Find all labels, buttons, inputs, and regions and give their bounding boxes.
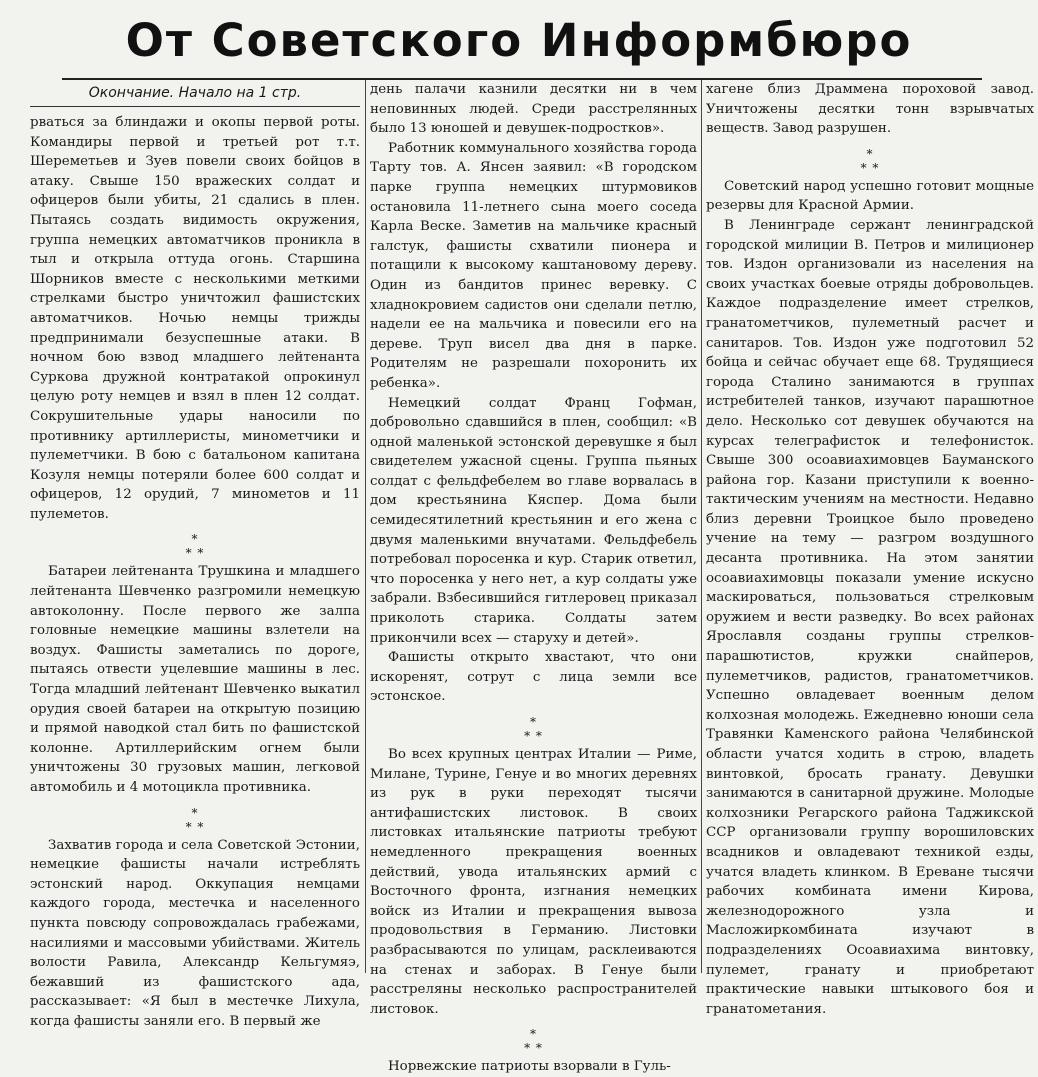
column-3 [706, 80, 1034, 1017]
section-separator: * * * [860, 146, 880, 175]
paragraph: день палачи казнили десятки ни в чем неповинных людей. Среди расстрелянных было 13 юношей и девушек-подростков». [370, 82, 697, 137]
paragraph: Советский народ успешно готовит мощные резервы для Красной Армии. [706, 178, 1034, 214]
paragraph: хагене близ Драммена пороховой завод. Уничтожены десятки тонн взрывчатых веществ. Завод разрушен. [706, 82, 1034, 137]
continuation-label: Окончание. Начало на 1 стр. [30, 80, 360, 107]
paragraph: Фашисты открыто хвастают, что они искоренят, сотрут с лица земли все эстонское. [370, 650, 697, 705]
section-separator: * * * [524, 1027, 543, 1056]
page-headline: От Советского Информбюро [125, 14, 913, 67]
section-separator: * * * [185, 805, 205, 834]
paragraph: Норвежские патриоты взорвали в Гуль- [388, 1059, 671, 1075]
column-divider [701, 80, 702, 973]
paragraph: Во всех крупных центрах Италии — Риме, Милане, Турине, Генуе и во многих деревнях из рук в руки переходят тысячи антифашистских листовок. В своих листовках итальянские патриоты требуют немедленного прекращения военных действий, увода итальянских армий с Восточного фронта, изгнания немецких войск из Италии и прекращения вывоза продовольствия в Германию. Листовки разбрасываются по улицам, расклеиваются на стенах и заборах. В Генуе были расстреляны несколько распространителей листовок. [370, 747, 697, 1017]
column-2 [370, 80, 697, 1075]
section-separator: * * * [185, 532, 205, 561]
paragraph: Батареи лейтенанта Трушкина и младшего лейтенанта Шевченко разгромили немецкую автоколонну. После первого же залпа головные немецкие машины взлетели на воздух. Фашисты заметались по дороге, пытаясь отвести уцелевшие машины в лес. Тогда младший лейтенант Шевченко выкатил орудия своей батареи на открытую позицию и прямой наводкой стал бить по фашистской колонне. Артиллерийским огнем были уничтожены 30 грузовых машин, легковой автомобиль и 4 мотоцикла противника. [30, 564, 360, 795]
paragraph: В Ленинграде сержант ленинградской городской милиции В. Петров и милиционер тов. Издон организовали из населения на своих участках боевые отряды добровольцев. Каждое подразделение имеет стрелков, гранатометчиков, пулеметный расчет и санитаров. Тов. Издон уже подготовил 52 бойца и сейчас обучает еще 68. Трудящиеся города Сталино занимаются в группах истребителей танков, изучают парашютное дело. Несколько сот девушек обучаются на курсах телеграфисток и телефонисток. Свыше 300 осоавиахимовцев Бауманского района гор. Казани приступили к военно-тактическим учениям на местности. Недавно близ деревни Троицкое было проведено учение на тему — разгром воздушного десанта противника. На этом занятии осоавиахимовцы показали умение искусно маскироваться, пользоваться стрелковым оружием и вести разведку. Во всех районах Ярославля созданы группы стрелков-парашютистов, кружки снайперов, пулеметчиков, радистов, гранатометчиков. Успешно овладевает военным делом колхозная молодежь. Ежедневно юноши села Травянки Каменского района Челябинской области учатся ходить в строю, владеть винтовкой, бросать гранату. Девушки занимаются в санитарной дружине. Молодые колхозники Регарского района Таджикской ССР организовали группу ворошиловских всадников и овладевают техникой езды, учатся владеть клинком. В Ереване тысячи рабочих комбината имени Кирова, железнодорожного узла и Масложиркомбината изучают в подразделениях Осоавиахима винтовку, пулемет, гранату и приобретают практические навыки штыкового боя и гранатометания. [706, 217, 1034, 1017]
paragraph: Работник коммунального хозяйства города Тарту тов. А. Янсен заявил: «В городском парке группа немецких штурмовиков остановила 11-летнего сына моего соседа Карла Веске. Заметив на мальчике красный галстук, фашисты схватили пионера и потащили к высокому каштановому дереву. Один из бандитов принес веревку. С хладнокровием садистов они сделали петлю, надели ее на мальчика и повесили его на дереве. Труп висел два дня в парке. Родителям не разрешали похоронить их ребенка». [370, 140, 697, 391]
column-divider [365, 80, 366, 973]
paragraph: рваться за блиндажи и окопы первой роты. Командиры первой и третьей рот т.т. Шереметьев и Зуев повели своих бойцов в атаку. Свыше 150 вражеских солдат и офицеров были убиты, 21 сдались в плен. Пытаясь создать видимость окружения, группа немецких автоматчиков проникла в тыл и открыла оттуда огонь. Старшина Шорников вместе с несколькими меткими стрелками быстро уничтожил фашистских автоматчиков. Ночью немцы трижды предпринимали безуспешные атаки. В ночном бою взвод младшего лейтенанта Суркова дружной контратакой опрокинул целую роту немцев и взял в плен 12 солдат. Сокрушительные удары наносили по противнику артиллеристы, минометчики и пулеметчики. В бою с батальоном капитана Козуля немцы потеряли более 600 солдат и офицеров, 12 орудий, 7 минометов и 11 пулеметов. [30, 115, 360, 522]
paragraph: Немецкий солдат Франц Гофман, добровольно сдавшийся в плен, сообщил: «В одной маленькой эстонской деревушке я был свидетелем ужасной сцены. Группа пьяных солдат с фельдфебелем во главе ворвалась в дом крестьянина Кяспер. Дома были семидесятилетний крестьянин и его жена с двумя маленькими внучатами. Фельдфебель потребовал поросенка и кур. Старик ответил, что поросенка у него нет, а кур солдаты уже забрали. Взбесившийся гитлеровец приказал приколоть старика. Солдаты затем прикончили всех — старуху и детей». [370, 395, 697, 646]
paragraph: Захватив города и села Советской Эстонии, немецкие фашисты начали истреблять эстонский народ. Оккупация немцами каждого города, местечка и населенного пункта повсюду сопровождалась грабежами, насилиями и массовыми убийствами. Житель волости Равила, Александр Кельгумяэ, бежавший из фашистского ада, рассказывает: «Я был в местечке Лихула, когда фашисты заняли его. В первый же [30, 837, 360, 1029]
column-1 [30, 80, 360, 1029]
section-separator: * * * [524, 715, 543, 743]
